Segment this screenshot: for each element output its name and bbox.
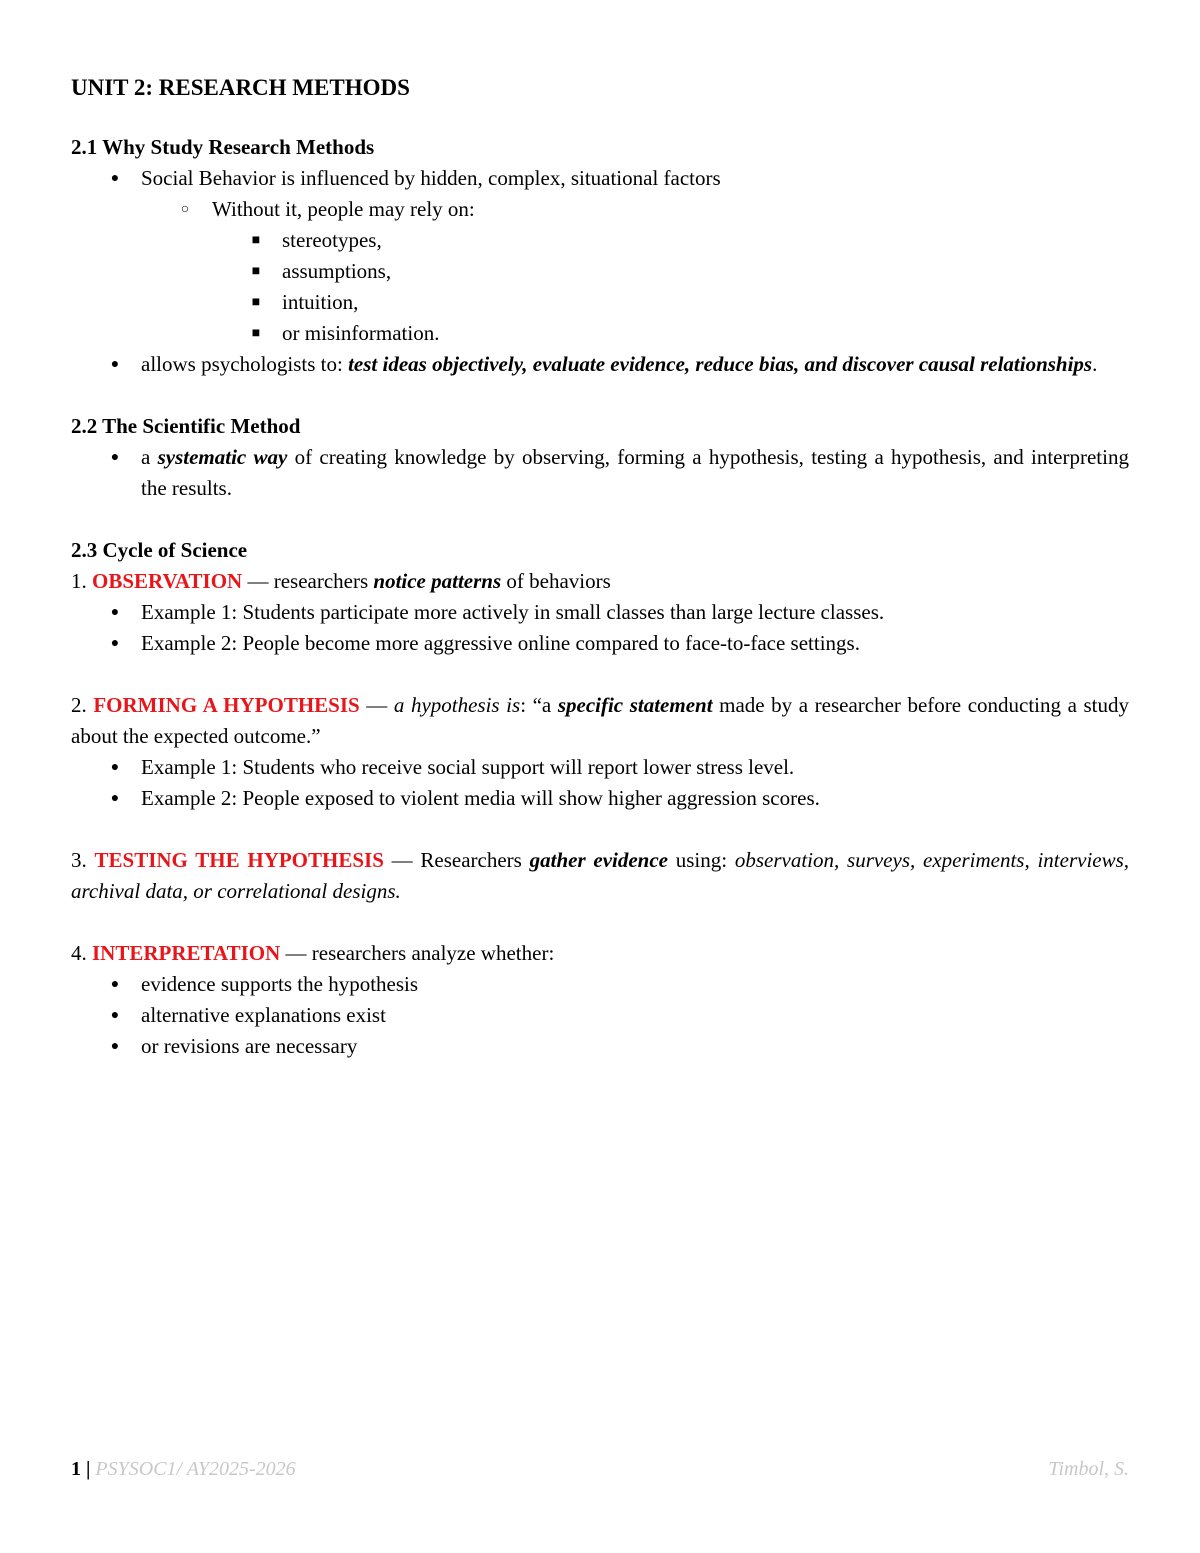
italic-text: a hypothesis is <box>393 693 521 717</box>
list-item-text: or misinformation. <box>282 321 440 345</box>
list-item <box>71 287 1129 318</box>
hypothesis-examples <box>71 752 1129 814</box>
list-item <box>71 194 1129 225</box>
bullet-square-icon: ■ <box>251 295 261 310</box>
step-text: made by a researcher before conducting a study about the expected outcome.” <box>71 693 1129 748</box>
list-item-text: of creating knowledge by observing, forming a hypothesis, testing a hypothesis, and interpreting the results. <box>141 445 1129 500</box>
page-number: 1 <box>71 1458 81 1480</box>
author-label: Timbol, S. <box>1048 1458 1129 1480</box>
list-item <box>71 1031 1129 1062</box>
italic-text: observation, surveys, experiments, interviews, archival data, or correlational designs. <box>71 848 1130 903</box>
list-item <box>71 752 1129 783</box>
page-footer <box>71 1454 1129 1484</box>
bullet-disc-icon: ● <box>110 977 120 992</box>
bullet-disc-icon: ● <box>110 357 120 372</box>
step-text: — <box>359 693 394 717</box>
list-item <box>71 628 1129 659</box>
interpretation-list <box>71 969 1129 1062</box>
list-item-text: Example 1: Students participate more actively in small classes than large lecture classes. <box>141 600 885 624</box>
list-item-text: allows psychologists to: <box>141 352 349 376</box>
list-item <box>71 442 1129 504</box>
bullet-disc-icon: ● <box>110 1008 120 1023</box>
emphasis-text: notice patterns <box>373 569 502 593</box>
list-item-text: alternative explanations exist <box>141 1003 386 1027</box>
step-text: — Researchers <box>383 848 530 872</box>
bullet-disc-icon: ● <box>110 605 120 620</box>
step-label: OBSERVATION <box>92 569 243 593</box>
section-heading-2-3: 2.3 Cycle of Science <box>71 538 248 562</box>
bullet-circle-icon: ○ <box>180 202 190 217</box>
step-text: : “a <box>520 693 558 717</box>
list-item-text: Example 1: Students who receive social support will report lower stress level. <box>141 755 795 779</box>
bullet-disc-icon: ● <box>110 450 120 465</box>
bullet-disc-icon: ● <box>110 171 120 186</box>
step-number: 2. <box>71 693 94 717</box>
list-item-text: or revisions are necessary <box>141 1034 358 1058</box>
emphasis-text: systematic way <box>157 445 288 469</box>
list-item <box>71 225 1129 256</box>
cycle-step-observation <box>71 566 1129 597</box>
list-item <box>71 969 1129 1000</box>
section-2-1-list <box>71 163 1129 380</box>
bullet-disc-icon: ● <box>110 760 120 775</box>
step-label: FORMING A HYPOTHESIS <box>93 693 360 717</box>
step-number: 4. <box>71 941 92 965</box>
step-text: — researchers <box>242 569 374 593</box>
unit-title: UNIT 2: RESEARCH METHODS <box>71 75 410 100</box>
observation-examples <box>71 597 1129 659</box>
list-item <box>71 597 1129 628</box>
list-item <box>71 783 1129 814</box>
step-label: TESTING THE HYPOTHESIS <box>94 848 384 872</box>
list-item <box>71 318 1129 349</box>
list-item-text: intuition, <box>282 290 359 314</box>
list-item-text: . <box>1092 352 1098 376</box>
list-item-text: assumptions, <box>282 259 392 283</box>
section-2-2-list <box>71 442 1129 504</box>
step-number: 3. <box>71 848 95 872</box>
document-page <box>71 72 1129 1062</box>
bullet-square-icon: ■ <box>251 233 261 248</box>
list-item-text: Example 2: People become more aggressive online compared to face-to-face settings. <box>141 631 860 655</box>
list-item-text: Social Behavior is influenced by hidden, complex, situational factors <box>141 166 721 190</box>
list-item-text: a <box>141 445 158 469</box>
list-item-text: evidence supports the hypothesis <box>141 972 419 996</box>
cycle-step-testing <box>71 845 1129 907</box>
bullet-square-icon: ■ <box>251 264 261 279</box>
emphasis-text: gather evidence <box>529 848 668 872</box>
list-item-text: Example 2: People exposed to violent media will show higher aggression scores. <box>141 786 820 810</box>
course-label: PSYSOC1/ AY2025-2026 <box>95 1458 296 1480</box>
list-item-text: stereotypes, <box>282 228 382 252</box>
footer-left <box>71 1454 296 1485</box>
step-label: INTERPRETATION <box>92 941 281 965</box>
step-number: 1. <box>71 569 92 593</box>
step-text: of behaviors <box>501 569 611 593</box>
cycle-step-interpretation <box>71 938 1129 969</box>
footer-separator: | <box>81 1458 96 1480</box>
section-heading-2-2: 2.2 The Scientific Method <box>71 414 301 438</box>
list-item <box>71 1000 1129 1031</box>
bullet-disc-icon: ● <box>110 791 120 806</box>
bullet-square-icon: ■ <box>251 326 261 341</box>
list-item <box>71 163 1129 194</box>
list-item-text: Without it, people may rely on: <box>212 197 475 221</box>
cycle-step-hypothesis <box>71 690 1129 752</box>
step-text: — researchers analyze whether: <box>280 941 555 965</box>
bullet-disc-icon: ● <box>110 1039 120 1054</box>
list-item <box>71 349 1129 380</box>
emphasis-text: specific statement <box>557 693 713 717</box>
list-item <box>71 256 1129 287</box>
step-text: using: <box>668 848 735 872</box>
section-heading-2-1: 2.1 Why Study Research Methods <box>71 135 375 159</box>
bullet-disc-icon: ● <box>110 636 120 651</box>
emphasis-text: test ideas objectively, evaluate evidence, reduce bias, and discover causal relationships <box>348 352 1093 376</box>
